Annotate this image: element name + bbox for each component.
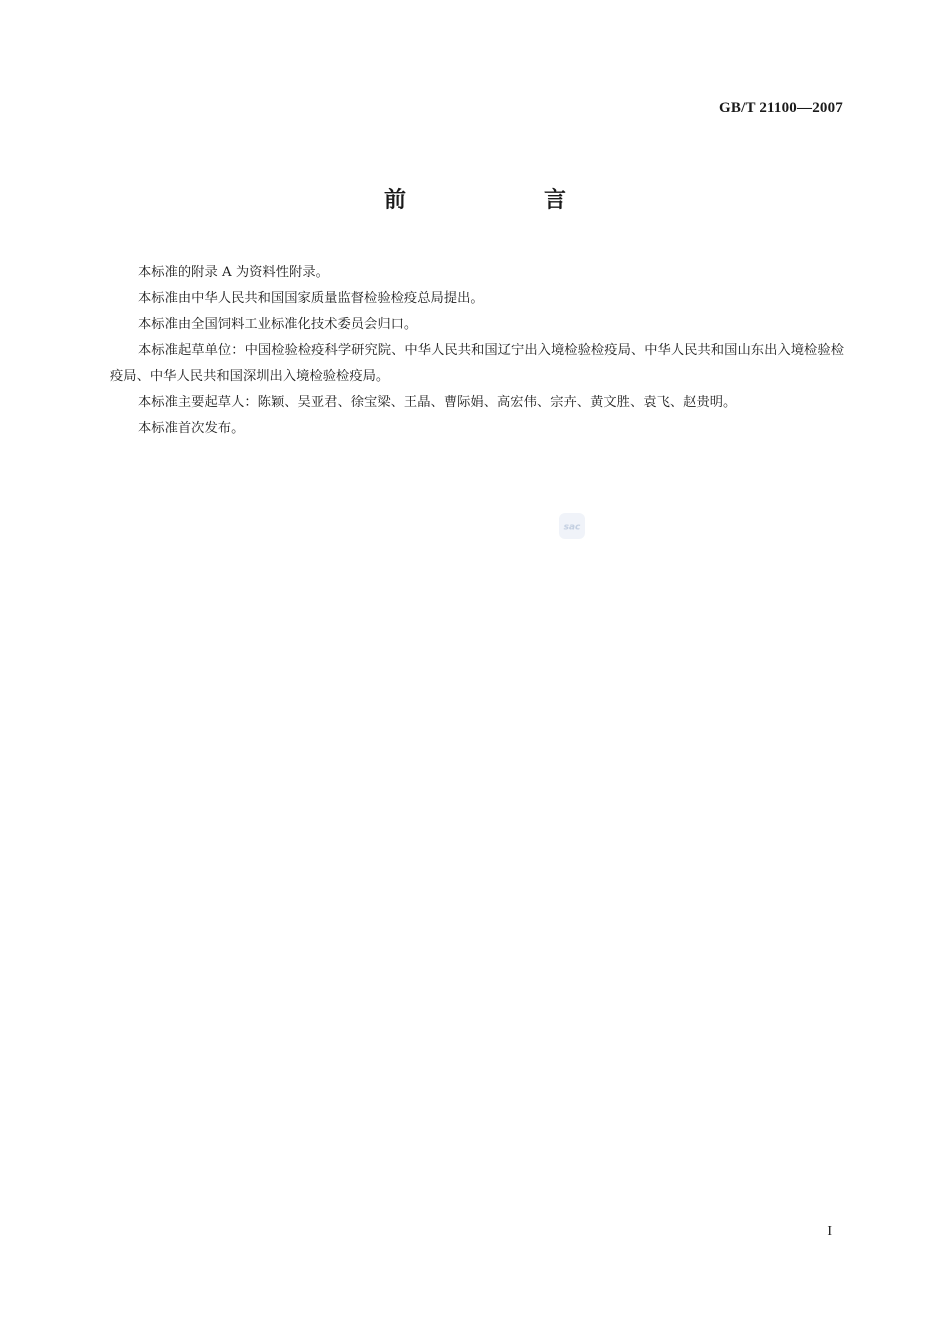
page-number: I [827,1224,832,1239]
paragraph-drafting-units: 本标准起草单位：中国检验检疫科学研究院、中华人民共和国辽宁出入境检验检疫局、中华人民共和国山东出入境检验检疫局、中华人民共和国深圳出入境检验检疫局。 [110,343,844,384]
paragraph-annex: 本标准的附录 A 为资料性附录。 [138,265,329,280]
page-title: 前 言 [383,188,624,213]
paragraph-first-release: 本标准首次发布。 [138,421,245,436]
standard-code: GB/T 21100—2007 [719,100,843,116]
paragraph-proposer: 本标准由中华人民共和国国家质量监督检验检疫总局提出。 [138,291,484,306]
watermark-text: sac [563,522,581,533]
paragraph-centralized: 本标准由全国饲料工业标准化技术委员会归口。 [138,317,418,332]
foreword-body [110,260,844,442]
paragraph-drafters: 本标准主要起草人：陈颖、吴亚君、徐宝梁、王晶、曹际娟、高宏伟、宗卉、黄文胜、袁飞、赵贵明。 [138,395,737,410]
sac-watermark-logo [559,513,585,539]
